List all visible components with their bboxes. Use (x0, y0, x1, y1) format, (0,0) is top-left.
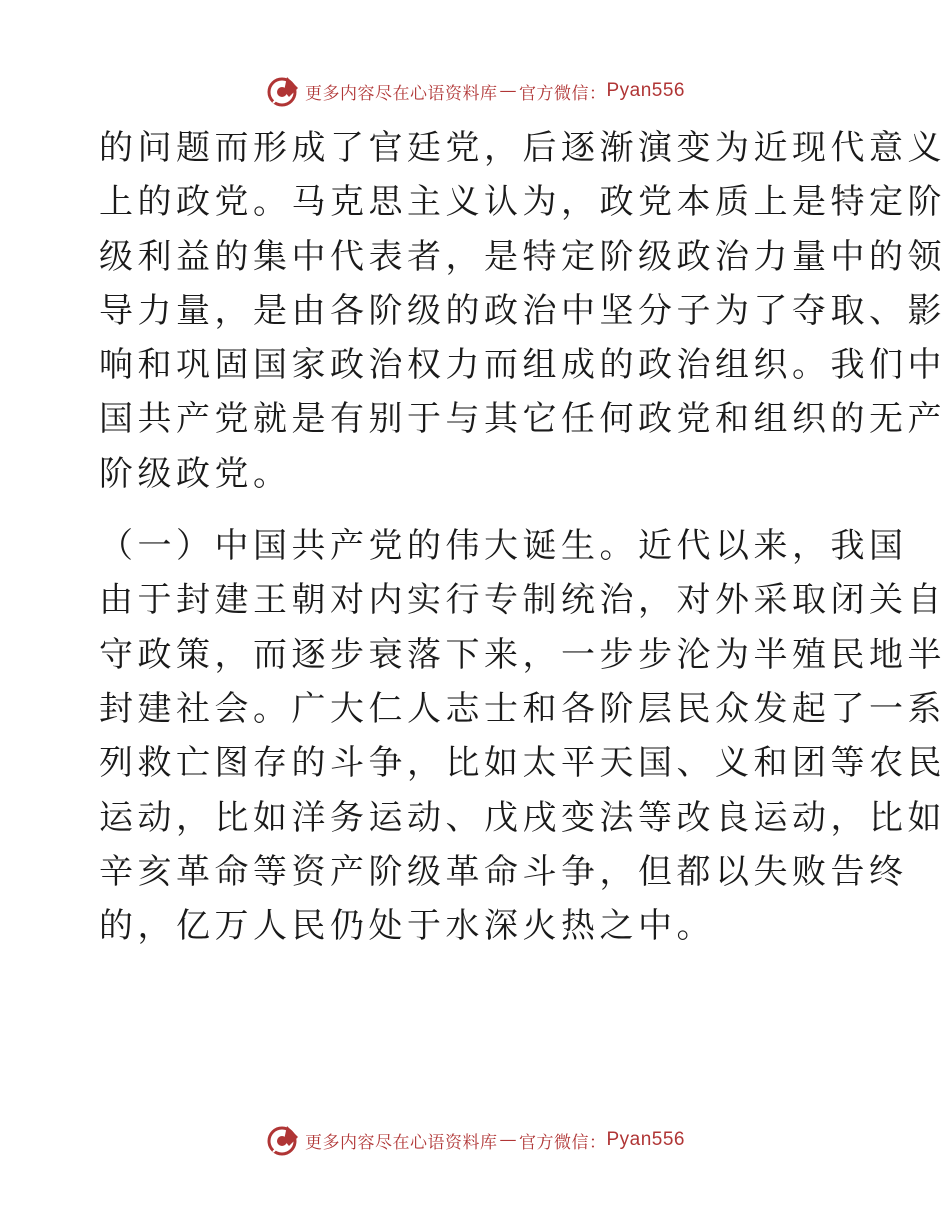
watermark-text: 更多内容尽在心语资料库 (304, 83, 498, 104)
text-line: 上的政党。马克思主义认为，政党本质上是特定阶 (99, 182, 946, 223)
watermark-suffix: 官方微信： (518, 1132, 607, 1153)
text-line: 辛亥革命等资产阶级革命斗争，但都以失败告终 (99, 851, 908, 892)
watermark-suffix: 官方微信： (518, 83, 607, 104)
text-line: 的问题而形成了官廷党，后逐渐演变为近现代意义 (99, 128, 946, 168)
text-line: 级利益的集中代表者，是特定阶级政治力量中的领 (99, 236, 946, 277)
text-line: 的，亿万人民仍处于水深火热之中。 (99, 906, 715, 947)
paragraph-2 (99, 519, 946, 953)
paragraph-1 (99, 121, 946, 501)
document-body (99, 121, 946, 953)
brand-logo-icon (265, 73, 301, 109)
header-watermark (0, 71, 950, 111)
footer-watermark (0, 1120, 950, 1160)
text-line: （一）中国共产党的伟大诞生。近代以来，我国 (99, 526, 908, 567)
text-line: 导力量，是由各阶级的政治中坚分子为了夺取、影 (99, 290, 946, 331)
text-line: 响和巩固国家政治权力而组成的政治组织。我们中 (99, 345, 946, 386)
watermark-id: Pyan556 (606, 80, 685, 101)
text-line: 由于封建王朝对内实行专制统治，对外采取闭关自 (99, 580, 946, 621)
watermark-text: 更多内容尽在心语资料库 (304, 1132, 498, 1153)
text-line: 守政策，而逐步衰落下来，一步步沦为半殖民地半 (99, 634, 946, 675)
text-line: 阶级政党。 (99, 453, 292, 494)
watermark-id: Pyan556 (606, 1129, 685, 1150)
text-line: 运动，比如洋务运动、戊戌变法等改良运动，比如 (99, 797, 946, 838)
watermark-separator: — (499, 81, 517, 101)
text-line: 列救亡图存的斗争，比如太平天国、义和团等农民 (99, 743, 946, 784)
watermark-separator: — (499, 1130, 517, 1150)
brand-logo-icon (265, 1122, 301, 1158)
text-line: 封建社会。广大仁人志士和各阶层民众发起了一系 (99, 688, 946, 729)
text-line: 国共产党就是有别于与其它任何政党和组织的无产 (99, 399, 946, 440)
